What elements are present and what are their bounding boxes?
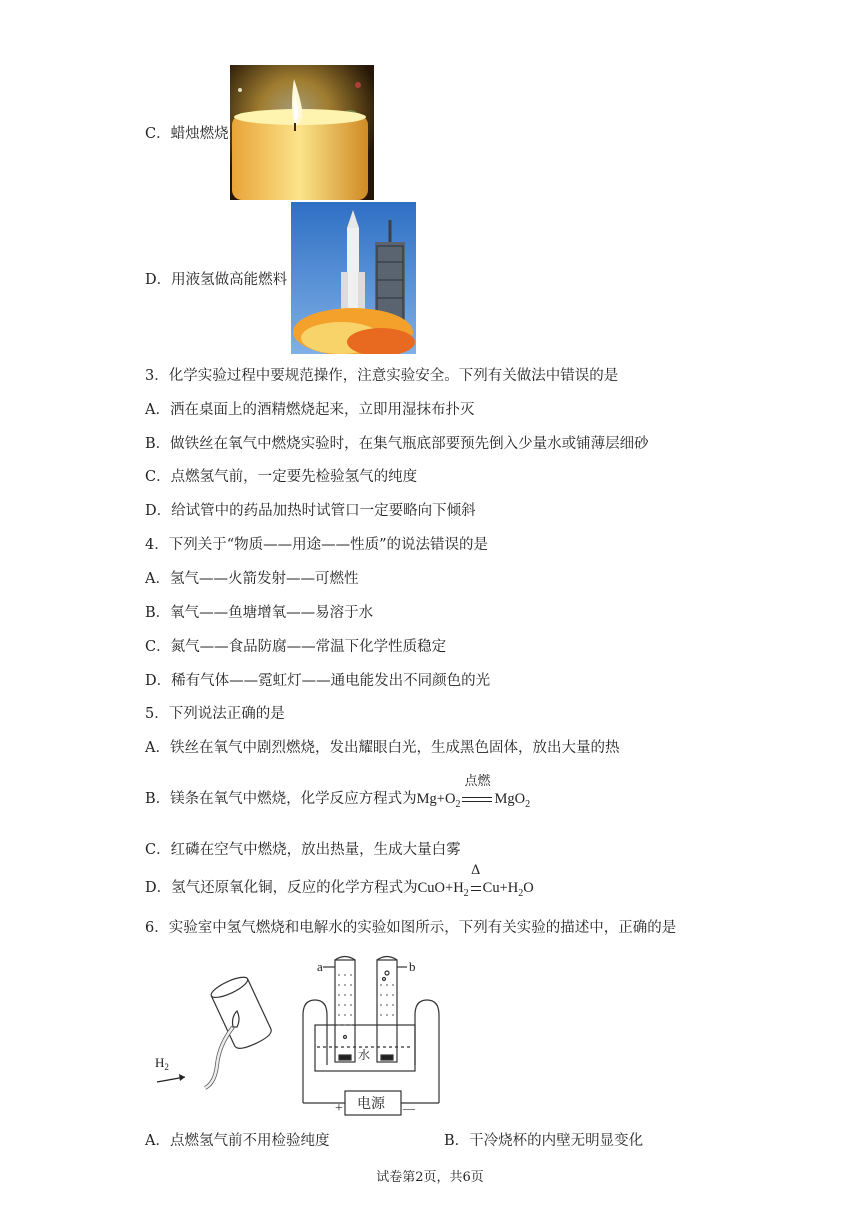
page-footer: 试卷第2页，共6页 <box>376 1170 484 1185</box>
option-d-rocket <box>145 271 287 289</box>
q5-b-text: B．镁条在氧气中燃烧，化学反应方程式为 <box>145 791 417 807</box>
label-plus: + <box>335 1101 343 1116</box>
candle-photo <box>230 65 374 200</box>
label-power: 电源 <box>357 1097 385 1112</box>
equation-left: $CuO+H_2$ <box>417 880 469 899</box>
q5-stem: 5．下列说法正确的是 <box>145 706 285 722</box>
option-c-candle <box>145 125 229 143</box>
q5-option-b <box>145 774 531 814</box>
label-a: a <box>317 959 323 974</box>
equation-right: MgO$_2$ <box>494 791 531 810</box>
q5-d-text: D．氢气还原氧化铜，反应的化学方程式为 <box>145 880 418 896</box>
option-label: D．用液氢做高能燃料 <box>145 272 288 288</box>
reaction-condition: 点燃 <box>462 790 492 808</box>
q4-option-a: A．氢气——火箭发射——可燃性 <box>145 571 359 587</box>
option-label: C．蜡烛燃烧 <box>145 126 229 142</box>
q5-option-d <box>145 863 534 903</box>
hydrogen-burning-diagram <box>157 973 274 1088</box>
q4-stem: 4．下列关于“物质——用途——性质”的说法错误的是 <box>145 537 489 553</box>
q5-option-c: C．红磷在空气中燃烧，放出热量，生成大量白雾 <box>145 842 461 858</box>
equation-left: $Mg+O_2$ <box>416 791 461 810</box>
q3-option-a: A．洒在桌面上的酒精燃烧起来，立即用湿抹布扑灭 <box>145 402 475 418</box>
q6-option-a: A．点燃氢气前不用检验纯度 <box>145 1133 330 1149</box>
q3-option-d: D．给试管中的药品加热时试管口一定要略向下倾斜 <box>145 503 476 519</box>
q4-option-c: C．氮气——食品防腐——常温下化学性质稳定 <box>145 639 447 655</box>
reaction-condition: Δ <box>471 879 481 897</box>
rocket-photo <box>291 202 416 354</box>
q3-option-b: B．做铁丝在氧气中燃烧实验时，在集气瓶底部要预先倒入少量水或铺薄层细砂 <box>145 436 649 452</box>
equation-right: $Cu+H_2O$ <box>482 880 534 899</box>
q5-option-a: A．铁丝在氧气中剧烈燃烧，发出耀眼白光，生成黑色固体，放出大量的热 <box>145 740 620 756</box>
q6-option-b: B．干冷烧杯的内壁无明显变化 <box>444 1133 644 1149</box>
q4-option-d: D．稀有气体——霓虹灯——通电能发出不同颜色的光 <box>145 673 491 689</box>
q4-option-b: B．氧气——鱼塘增氧——易溶于水 <box>145 605 374 621</box>
q3-stem: 3．化学实验过程中要规范操作，注意实验安全。下列有关做法中错误的是 <box>145 368 619 384</box>
label-b: b <box>409 959 416 974</box>
q6-stem: 6．实验室中氢气燃烧和电解水的实验如图所示，下列有关实验的描述中，正确的是 <box>145 920 677 936</box>
label-minus: — <box>403 1101 415 1115</box>
q3-option-c: C．点燃氢气前，一定要先检验氢气的纯度 <box>145 469 418 485</box>
label-water: 水 <box>358 1048 371 1062</box>
h2-label: $H_2$ <box>155 1055 169 1072</box>
electrolysis-diagram <box>303 957 439 1116</box>
experiment-figure <box>145 955 445 1117</box>
